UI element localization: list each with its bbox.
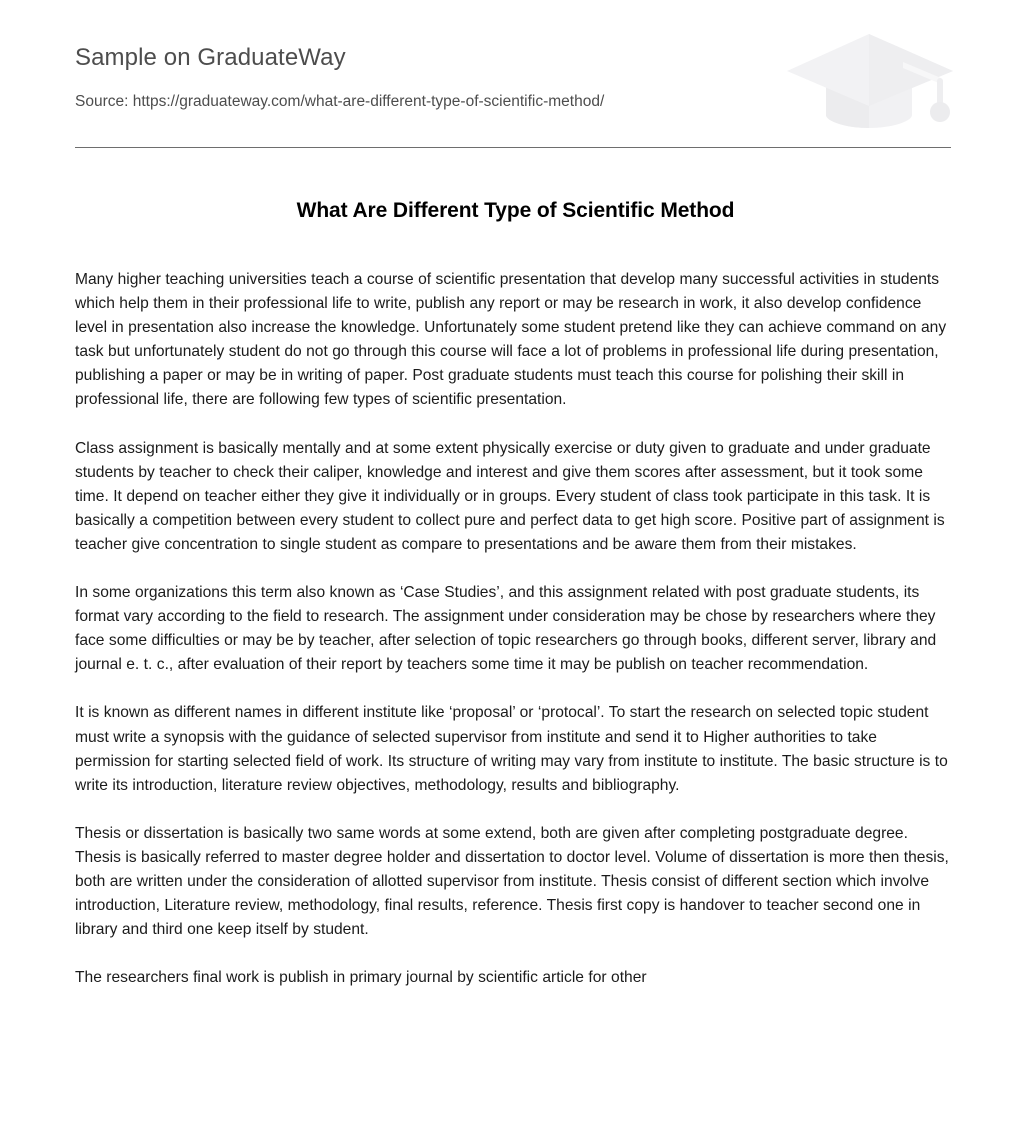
brand-title: Sample on GraduateWay — [75, 44, 346, 71]
paragraph: The researchers final work is publish in primary journal by scientific article for other — [75, 969, 647, 987]
paragraph: Thesis or dissertation is basically two same words at some extend, both are given after completing postgraduate degree. Thesis is basically referred to master degree holder and dissertation to doctor level. Volume of dissertation is more then thesis, both are written under the consideration of allotted supervisor from institute. Thesis consist of different section which involve introduction, Literature review, methodology, final results, reference. Thesis first copy is handover to teacher second one in library and third one keep itself by student. — [75, 824, 949, 939]
header-divider — [75, 147, 951, 148]
document-body — [75, 268, 956, 990]
source-url[interactable]: https://graduateway.com/what-are-different-type-of-scientific-method/ — [132, 93, 605, 110]
source-label: Source: — [75, 93, 129, 110]
document-content — [75, 196, 956, 990]
paragraph: Class assignment is basically mentally and at some extent physically exercise or duty given to graduate and under graduate students by teacher to check their caliper, knowledge and interest and give them scores after assessment, but it took some time. It depend on teacher either they give it individually or in groups. Every student of class took participate in this task. It is basically a competition between every student to collect pure and perfect data to get high score. Positive part of assignment is teacher give concentration to single student as compare to presentations and be aware them from their mistakes. — [75, 439, 945, 553]
paragraph: Many higher teaching universities teach a course of scientific presentation that develop many successful activities in students which help them in their professional life to write, publish any report or may be research in work, it also develop confidence level in presentation also increase the knowledge. Unfortunately some student pretend like they can achieve command on any task but unfortunately student do not go through this course will face a lot of problems in professional life during presentation, publishing a paper or may be in writing of paper. Post graduate students must teach this course for polishing their skill in professional life, there are following few types of scientific presentation. — [75, 271, 947, 409]
graduation-cap-icon — [785, 22, 965, 137]
source-line — [75, 93, 604, 111]
page-title: What Are Different Type of Scientific Method — [296, 199, 735, 222]
paragraph: It is known as different names in different institute like ‘proposal’ or ‘protocal’. To start the research on selected topic student must write a synopsis with the guidance of selected supervisor from institute and send it to Higher authorities to take permission for starting selected field of work. Its structure of writing may vary from institute to institute. The basic structure is to write its introduction, literature review objectives, methodology, results and bibliography. — [75, 704, 948, 794]
paragraph: In some organizations this term also known as ‘Case Studies’, and this assignment related with post graduate students, its format vary according to the field to research. The assignment under consideration may be chose by researchers where they face some difficulties or may be by teacher, after selection of topic researchers go through books, different server, library and journal e. t. c., after evaluation of their report by teachers some time it may be publish on teacher recommendation. — [75, 584, 937, 674]
